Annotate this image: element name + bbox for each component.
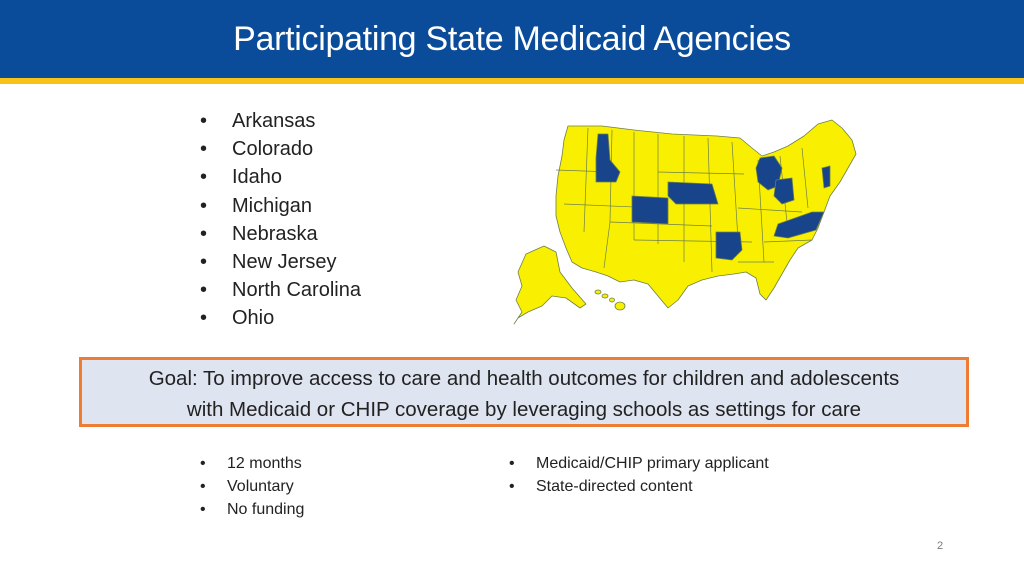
goal-line-1: Goal: To improve access to care and health outcomes for children and adolescents	[148, 367, 900, 390]
detail-item: • State-directed content	[509, 475, 769, 498]
detail-item: • Voluntary	[200, 475, 304, 498]
state-item: • Michigan	[200, 192, 361, 220]
hawaii-shape	[595, 290, 625, 310]
state-item: • Colorado	[200, 135, 361, 163]
title-bar-stripe	[0, 78, 1024, 84]
page-number: 2	[936, 540, 944, 552]
state-item: • New Jersey	[200, 248, 361, 276]
state-colorado	[632, 196, 668, 224]
state-item: • Idaho	[200, 163, 361, 191]
state-nebraska	[668, 182, 718, 204]
participating-states-list	[200, 107, 361, 333]
detail-item: • No funding	[200, 498, 304, 521]
state-item: • Arkansas	[200, 107, 361, 135]
detail-item: • Medicaid/CHIP primary applicant	[509, 452, 769, 475]
slide-title: Participating State Medicaid Agencies	[233, 20, 791, 58]
program-details-right	[509, 452, 769, 498]
state-item: • North Carolina	[200, 276, 361, 304]
state-item: • Ohio	[200, 304, 361, 332]
us-states-map	[512, 112, 864, 326]
detail-item: • 12 months	[200, 452, 304, 475]
goal-line-2: with Medicaid or CHIP coverage by leveraging schools as settings for care	[186, 398, 862, 421]
goal-callout	[79, 357, 969, 427]
program-details-left	[200, 452, 304, 521]
state-item: • Nebraska	[200, 220, 361, 248]
